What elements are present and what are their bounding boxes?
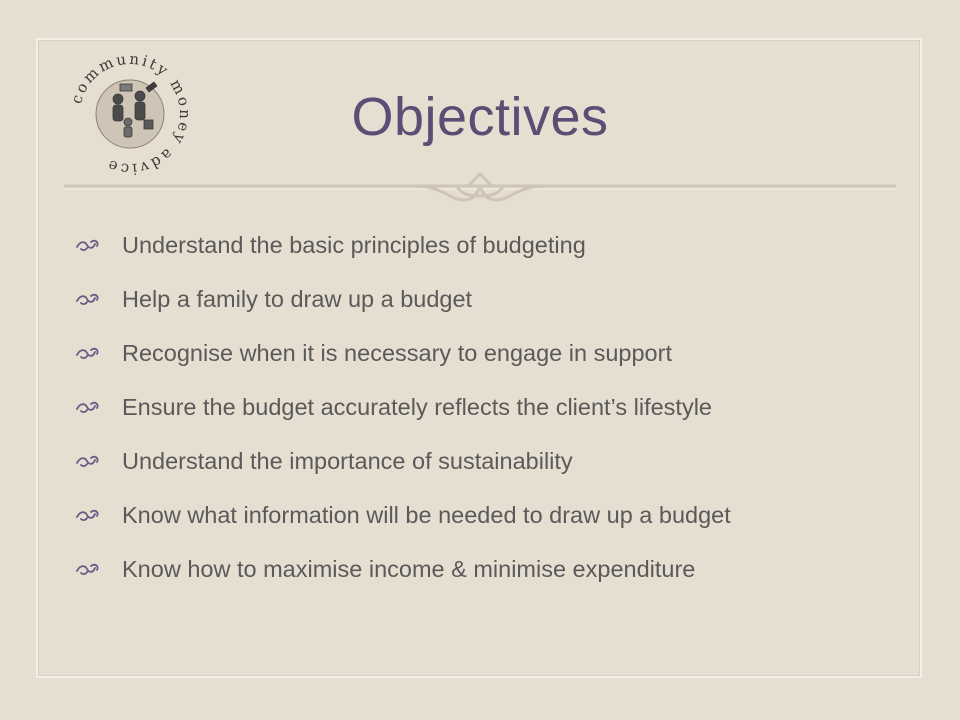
fleuron-bullet-icon (76, 292, 100, 306)
slide-title: Objectives (351, 87, 609, 147)
list-item (76, 326, 731, 380)
list-item (76, 380, 731, 434)
fleuron-bullet-icon (76, 508, 100, 522)
objective-text: Recognise when it is necessary to engage in support (122, 339, 672, 366)
objective-text: Understand the basic principles of budgeting (122, 231, 586, 258)
list-item (76, 272, 731, 326)
fleuron-bullet-icon (76, 562, 100, 576)
objective-text: Know what information will be needed to draw up a budget (122, 501, 731, 528)
list-item (76, 488, 731, 542)
fleuron-bullet-icon (76, 400, 100, 414)
list-item (76, 434, 731, 488)
objective-text: Ensure the budget accurately reflects the client’s lifestyle (122, 393, 712, 420)
objective-text: Help a family to draw up a budget (122, 285, 473, 312)
title-divider-ornament (64, 170, 896, 210)
fleuron-bullet-icon (76, 238, 100, 252)
list-item (76, 542, 731, 596)
objectives-list (76, 218, 731, 596)
fleuron-bullet-icon (76, 454, 100, 468)
objective-text: Understand the importance of sustainability (122, 447, 573, 474)
logo-ring-text: community money advice (67, 49, 195, 179)
list-item (76, 218, 731, 272)
fleuron-bullet-icon (76, 346, 100, 360)
objective-text: Know how to maximise income & minimise expenditure (122, 555, 696, 582)
